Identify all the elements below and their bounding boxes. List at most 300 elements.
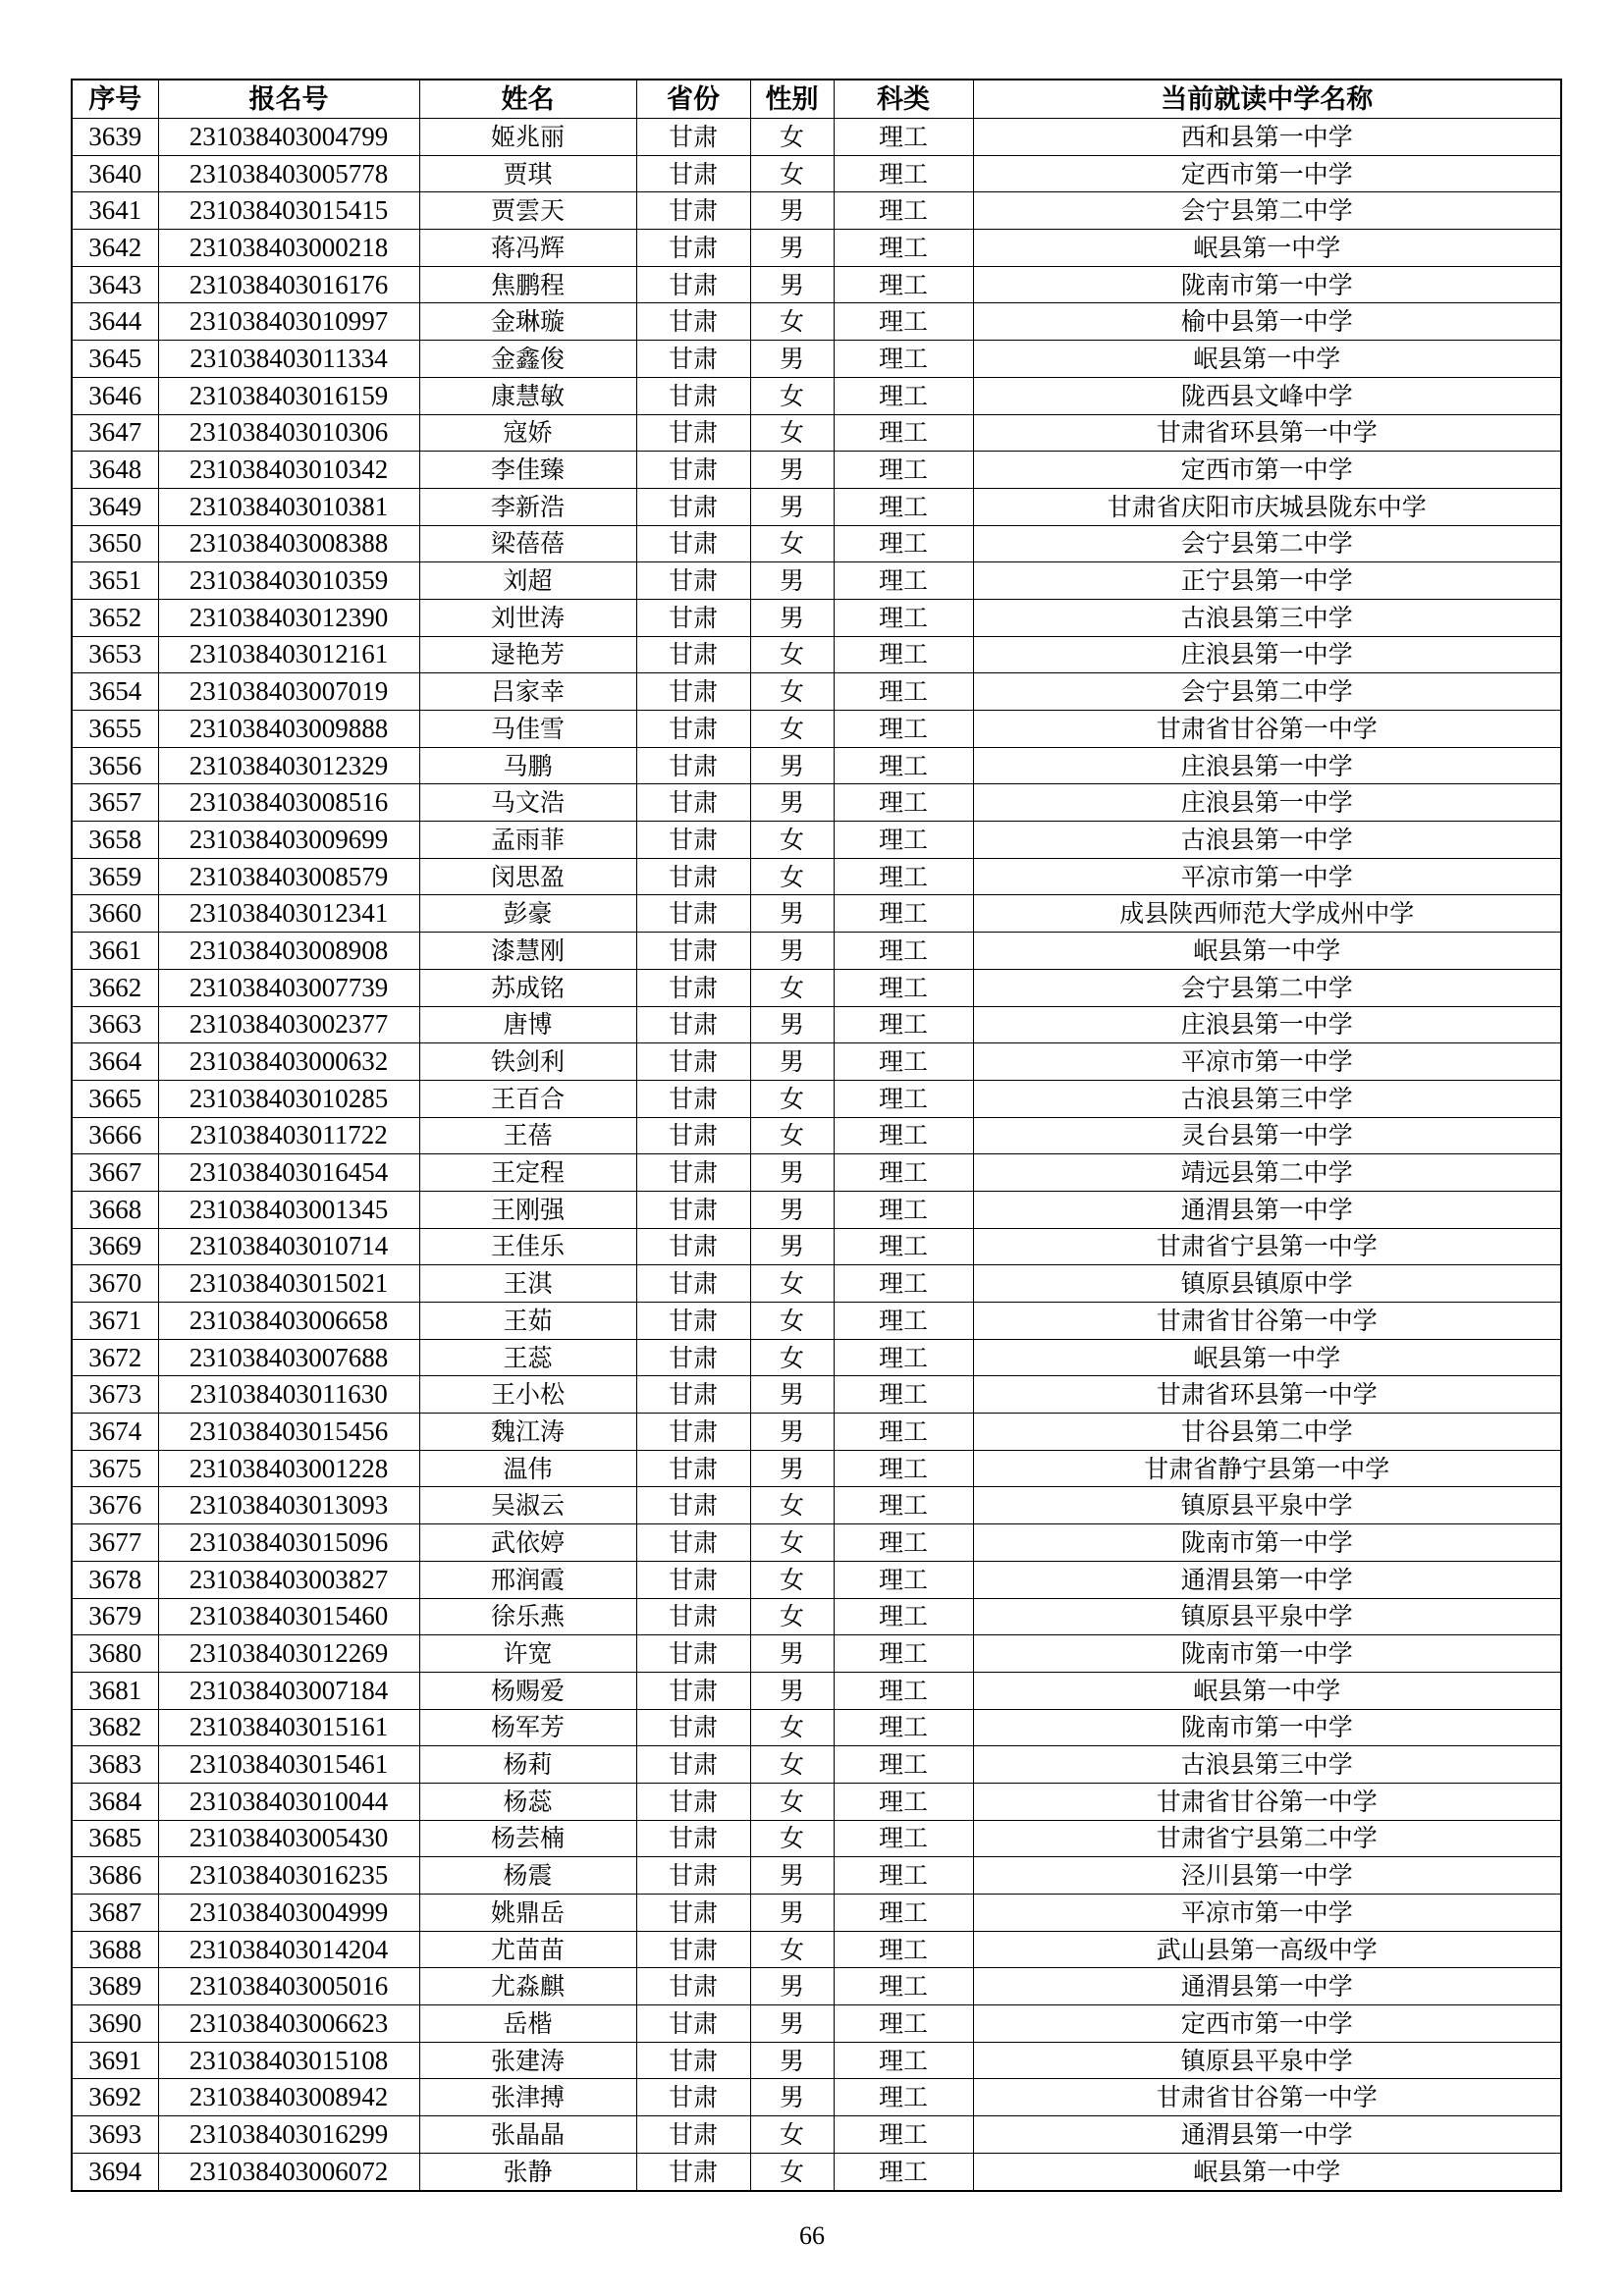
table-row — [72, 747, 1561, 784]
table-row — [72, 1303, 1561, 1340]
province-cell: 甘肃 — [636, 636, 750, 673]
name-cell: 王定程 — [419, 1154, 636, 1192]
school-cell: 会宁县第二中学 — [973, 673, 1561, 711]
school-cell: 会宁县第二中学 — [973, 969, 1561, 1006]
province-cell: 甘肃 — [636, 1524, 750, 1562]
registration-number-cell: 231038403008942 — [158, 2079, 419, 2116]
seq-cell: 3694 — [72, 2153, 158, 2190]
registration-number-cell: 231038403015461 — [158, 1746, 419, 1784]
gender-cell: 女 — [750, 1524, 834, 1562]
subject-cell: 理工 — [834, 1154, 973, 1192]
registration-number-cell: 231038403008908 — [158, 933, 419, 970]
gender-cell: 男 — [750, 266, 834, 303]
seq-cell: 3645 — [72, 341, 158, 378]
name-cell: 王佳乐 — [419, 1228, 636, 1265]
gender-cell: 女 — [750, 673, 834, 711]
gender-cell: 男 — [750, 784, 834, 822]
province-cell: 甘肃 — [636, 969, 750, 1006]
seq-cell: 3660 — [72, 895, 158, 933]
subject-cell: 理工 — [834, 1414, 973, 1451]
name-cell: 焦鹏程 — [419, 266, 636, 303]
table-row — [72, 1598, 1561, 1635]
table-row — [72, 1487, 1561, 1524]
gender-cell: 女 — [750, 1709, 834, 1746]
subject-cell: 理工 — [834, 1672, 973, 1709]
header-subject: 科类 — [834, 80, 973, 119]
registration-number-cell: 231038403009888 — [158, 711, 419, 748]
gender-cell: 女 — [750, 969, 834, 1006]
school-cell: 陇南市第一中学 — [973, 266, 1561, 303]
subject-cell: 理工 — [834, 1376, 973, 1414]
name-cell: 王小松 — [419, 1376, 636, 1414]
name-cell: 唐博 — [419, 1006, 636, 1043]
name-cell: 武依婷 — [419, 1524, 636, 1562]
province-cell: 甘肃 — [636, 452, 750, 489]
registration-number-cell: 231038403004799 — [158, 119, 419, 156]
province-cell: 甘肃 — [636, 1931, 750, 1968]
subject-cell: 理工 — [834, 784, 973, 822]
seq-cell: 3674 — [72, 1414, 158, 1451]
registration-number-cell: 231038403006623 — [158, 2005, 419, 2043]
registration-number-cell: 231038403007019 — [158, 673, 419, 711]
gender-cell: 女 — [750, 377, 834, 414]
school-cell: 定西市第一中学 — [973, 2005, 1561, 2043]
name-cell: 贾琪 — [419, 155, 636, 192]
table-row — [72, 303, 1561, 341]
subject-cell: 理工 — [834, 119, 973, 156]
subject-cell: 理工 — [834, 1895, 973, 1932]
school-cell: 庄浪县第一中学 — [973, 784, 1561, 822]
province-cell: 甘肃 — [636, 1746, 750, 1784]
gender-cell: 男 — [750, 230, 834, 267]
table-row — [72, 230, 1561, 267]
subject-cell: 理工 — [834, 1561, 973, 1598]
gender-cell: 女 — [750, 414, 834, 452]
registration-number-cell: 231038403015108 — [158, 2042, 419, 2079]
subject-cell: 理工 — [834, 711, 973, 748]
table-row — [72, 1672, 1561, 1709]
gender-cell: 女 — [750, 711, 834, 748]
subject-cell: 理工 — [834, 1820, 973, 1857]
school-cell: 镇原县平泉中学 — [973, 1598, 1561, 1635]
province-cell: 甘肃 — [636, 2153, 750, 2190]
province-cell: 甘肃 — [636, 1303, 750, 1340]
seq-cell: 3682 — [72, 1709, 158, 1746]
school-cell: 庄浪县第一中学 — [973, 747, 1561, 784]
seq-cell: 3647 — [72, 414, 158, 452]
name-cell: 尤淼麒 — [419, 1968, 636, 2005]
registration-number-cell: 231038403016454 — [158, 1154, 419, 1192]
table-row — [72, 1968, 1561, 2005]
province-cell: 甘肃 — [636, 1968, 750, 2005]
province-cell: 甘肃 — [636, 1450, 750, 1487]
table-row — [72, 673, 1561, 711]
gender-cell: 女 — [750, 2153, 834, 2190]
school-cell: 通渭县第一中学 — [973, 1561, 1561, 1598]
school-cell: 镇原县平泉中学 — [973, 1487, 1561, 1524]
subject-cell: 理工 — [834, 1783, 973, 1820]
province-cell: 甘肃 — [636, 1895, 750, 1932]
name-cell: 铁剑利 — [419, 1043, 636, 1081]
table-row — [72, 1450, 1561, 1487]
school-cell: 古浪县第三中学 — [973, 599, 1561, 636]
province-cell: 甘肃 — [636, 155, 750, 192]
school-cell: 甘肃省甘谷第一中学 — [973, 2079, 1561, 2116]
province-cell: 甘肃 — [636, 1820, 750, 1857]
header-name: 姓名 — [419, 80, 636, 119]
seq-cell: 3639 — [72, 119, 158, 156]
seq-cell: 3649 — [72, 488, 158, 525]
gender-cell: 女 — [750, 2116, 834, 2154]
gender-cell: 男 — [750, 562, 834, 600]
subject-cell: 理工 — [834, 192, 973, 230]
seq-cell: 3646 — [72, 377, 158, 414]
gender-cell: 男 — [750, 1857, 834, 1895]
subject-cell: 理工 — [834, 230, 973, 267]
table-row — [72, 2079, 1561, 2116]
province-cell: 甘肃 — [636, 414, 750, 452]
table-row — [72, 1117, 1561, 1154]
province-cell: 甘肃 — [636, 377, 750, 414]
subject-cell: 理工 — [834, 1524, 973, 1562]
province-cell: 甘肃 — [636, 230, 750, 267]
name-cell: 姬兆丽 — [419, 119, 636, 156]
name-cell: 魏江涛 — [419, 1414, 636, 1451]
school-cell: 古浪县第三中学 — [973, 1746, 1561, 1784]
table-row — [72, 1043, 1561, 1081]
table-row — [72, 562, 1561, 600]
header-seq: 序号 — [72, 80, 158, 119]
province-cell: 甘肃 — [636, 933, 750, 970]
gender-cell: 男 — [750, 1968, 834, 2005]
school-cell: 通渭县第一中学 — [973, 1968, 1561, 2005]
province-cell: 甘肃 — [636, 599, 750, 636]
table-row — [72, 1080, 1561, 1117]
registration-number-cell: 231038403000218 — [158, 230, 419, 267]
name-cell: 杨震 — [419, 1857, 636, 1895]
table-row — [72, 1524, 1561, 1562]
school-cell: 会宁县第二中学 — [973, 525, 1561, 562]
gender-cell: 女 — [750, 1339, 834, 1376]
gender-cell: 女 — [750, 119, 834, 156]
province-cell: 甘肃 — [636, 1561, 750, 1598]
province-cell: 甘肃 — [636, 858, 750, 895]
registration-number-cell: 231038403004999 — [158, 1895, 419, 1932]
table-row — [72, 858, 1561, 895]
name-cell: 闵思盈 — [419, 858, 636, 895]
gender-cell: 男 — [750, 1450, 834, 1487]
gender-cell: 男 — [750, 341, 834, 378]
school-cell: 岷县第一中学 — [973, 230, 1561, 267]
name-cell: 马文浩 — [419, 784, 636, 822]
name-cell: 岳楷 — [419, 2005, 636, 2043]
gender-cell: 男 — [750, 933, 834, 970]
school-cell: 镇原县平泉中学 — [973, 2042, 1561, 2079]
registration-number-cell: 231038403007739 — [158, 969, 419, 1006]
school-cell: 定西市第一中学 — [973, 452, 1561, 489]
province-cell: 甘肃 — [636, 525, 750, 562]
subject-cell: 理工 — [834, 1857, 973, 1895]
registration-number-cell: 231038403010714 — [158, 1228, 419, 1265]
name-cell: 李新浩 — [419, 488, 636, 525]
registration-number-cell: 231038403005430 — [158, 1820, 419, 1857]
table-row — [72, 1783, 1561, 1820]
subject-cell: 理工 — [834, 858, 973, 895]
seq-cell: 3693 — [72, 2116, 158, 2154]
header-school: 当前就读中学名称 — [973, 80, 1561, 119]
seq-cell: 3659 — [72, 858, 158, 895]
province-cell: 甘肃 — [636, 711, 750, 748]
table-row — [72, 1635, 1561, 1673]
seq-cell: 3683 — [72, 1746, 158, 1784]
gender-cell: 女 — [750, 1561, 834, 1598]
registration-number-cell: 231038403015096 — [158, 1524, 419, 1562]
school-cell: 甘肃省甘谷第一中学 — [973, 1783, 1561, 1820]
subject-cell: 理工 — [834, 377, 973, 414]
registration-number-cell: 231038403015161 — [158, 1709, 419, 1746]
name-cell: 徐乐燕 — [419, 1598, 636, 1635]
registration-number-cell: 231038403012269 — [158, 1635, 419, 1673]
registration-number-cell: 231038403016299 — [158, 2116, 419, 2154]
name-cell: 杨莉 — [419, 1746, 636, 1784]
subject-cell: 理工 — [834, 933, 973, 970]
province-cell: 甘肃 — [636, 192, 750, 230]
gender-cell: 男 — [750, 2005, 834, 2043]
subject-cell: 理工 — [834, 673, 973, 711]
table-row — [72, 488, 1561, 525]
registration-number-cell: 231038403013093 — [158, 1487, 419, 1524]
registration-number-cell: 231038403008516 — [158, 784, 419, 822]
gender-cell: 女 — [750, 155, 834, 192]
gender-cell: 男 — [750, 452, 834, 489]
registration-number-cell: 231038403003827 — [158, 1561, 419, 1598]
subject-cell: 理工 — [834, 1635, 973, 1673]
gender-cell: 男 — [750, 747, 834, 784]
table-row — [72, 414, 1561, 452]
subject-cell: 理工 — [834, 1968, 973, 2005]
school-cell: 平凉市第一中学 — [973, 858, 1561, 895]
subject-cell: 理工 — [834, 562, 973, 600]
name-cell: 蒋冯辉 — [419, 230, 636, 267]
school-cell: 古浪县第一中学 — [973, 822, 1561, 859]
gender-cell: 女 — [750, 822, 834, 859]
province-cell: 甘肃 — [636, 2042, 750, 2079]
province-cell: 甘肃 — [636, 1006, 750, 1043]
table-row — [72, 599, 1561, 636]
subject-cell: 理工 — [834, 1339, 973, 1376]
subject-cell: 理工 — [834, 895, 973, 933]
gender-cell: 男 — [750, 1043, 834, 1081]
table-body — [72, 119, 1561, 2191]
name-cell: 张建涛 — [419, 2042, 636, 2079]
table-row — [72, 119, 1561, 156]
school-cell: 岷县第一中学 — [973, 2153, 1561, 2190]
subject-cell: 理工 — [834, 2153, 973, 2190]
seq-cell: 3668 — [72, 1191, 158, 1228]
table-row — [72, 155, 1561, 192]
name-cell: 王蓓 — [419, 1117, 636, 1154]
name-cell: 温伟 — [419, 1450, 636, 1487]
school-cell: 甘肃省宁县第一中学 — [973, 1228, 1561, 1265]
gender-cell: 男 — [750, 192, 834, 230]
name-cell: 吴淑云 — [419, 1487, 636, 1524]
registration-number-cell: 231038403006072 — [158, 2153, 419, 2190]
gender-cell: 女 — [750, 1303, 834, 1340]
subject-cell: 理工 — [834, 452, 973, 489]
school-cell: 通渭县第一中学 — [973, 1191, 1561, 1228]
province-cell: 甘肃 — [636, 1265, 750, 1303]
school-cell: 古浪县第三中学 — [973, 1080, 1561, 1117]
subject-cell: 理工 — [834, 1931, 973, 1968]
name-cell: 康慧敏 — [419, 377, 636, 414]
subject-cell: 理工 — [834, 155, 973, 192]
subject-cell: 理工 — [834, 1191, 973, 1228]
table-row — [72, 1154, 1561, 1192]
registration-number-cell: 231038403016176 — [158, 266, 419, 303]
table-row — [72, 711, 1561, 748]
name-cell: 张津搏 — [419, 2079, 636, 2116]
province-cell: 甘肃 — [636, 303, 750, 341]
registration-number-cell: 231038403001345 — [158, 1191, 419, 1228]
seq-cell: 3644 — [72, 303, 158, 341]
province-cell: 甘肃 — [636, 1487, 750, 1524]
gender-cell: 女 — [750, 1487, 834, 1524]
registration-number-cell: 231038403012161 — [158, 636, 419, 673]
gender-cell: 女 — [750, 1931, 834, 1968]
name-cell: 杨赐爱 — [419, 1672, 636, 1709]
gender-cell: 女 — [750, 1265, 834, 1303]
name-cell: 孟雨菲 — [419, 822, 636, 859]
seq-cell: 3664 — [72, 1043, 158, 1081]
gender-cell: 男 — [750, 599, 834, 636]
table-row — [72, 1339, 1561, 1376]
seq-cell: 3672 — [72, 1339, 158, 1376]
subject-cell: 理工 — [834, 488, 973, 525]
subject-cell: 理工 — [834, 266, 973, 303]
registration-number-cell: 231038403014204 — [158, 1931, 419, 1968]
province-cell: 甘肃 — [636, 1635, 750, 1673]
province-cell: 甘肃 — [636, 488, 750, 525]
school-cell: 甘肃省环县第一中学 — [973, 414, 1561, 452]
seq-cell: 3688 — [72, 1931, 158, 1968]
school-cell: 甘谷县第二中学 — [973, 1414, 1561, 1451]
seq-cell: 3653 — [72, 636, 158, 673]
table-row — [72, 1265, 1561, 1303]
school-cell: 武山县第一高级中学 — [973, 1931, 1561, 1968]
subject-cell: 理工 — [834, 1080, 973, 1117]
province-cell: 甘肃 — [636, 2116, 750, 2154]
province-cell: 甘肃 — [636, 822, 750, 859]
province-cell: 甘肃 — [636, 747, 750, 784]
province-cell: 甘肃 — [636, 266, 750, 303]
subject-cell: 理工 — [834, 636, 973, 673]
province-cell: 甘肃 — [636, 2005, 750, 2043]
seq-cell: 3665 — [72, 1080, 158, 1117]
gender-cell: 女 — [750, 303, 834, 341]
school-cell: 甘肃省甘谷第一中学 — [973, 1303, 1561, 1340]
school-cell: 西和县第一中学 — [973, 119, 1561, 156]
gender-cell: 男 — [750, 1414, 834, 1451]
registration-number-cell: 231038403015456 — [158, 1414, 419, 1451]
gender-cell: 女 — [750, 525, 834, 562]
school-cell: 甘肃省静宁县第一中学 — [973, 1450, 1561, 1487]
seq-cell: 3657 — [72, 784, 158, 822]
subject-cell: 理工 — [834, 1746, 973, 1784]
table-row — [72, 192, 1561, 230]
name-cell: 王淇 — [419, 1265, 636, 1303]
province-cell: 甘肃 — [636, 1376, 750, 1414]
province-cell: 甘肃 — [636, 895, 750, 933]
table-row — [72, 266, 1561, 303]
seq-cell: 3648 — [72, 452, 158, 489]
province-cell: 甘肃 — [636, 1191, 750, 1228]
gender-cell: 男 — [750, 1154, 834, 1192]
name-cell: 马鹏 — [419, 747, 636, 784]
registration-number-cell: 231038403011722 — [158, 1117, 419, 1154]
school-cell: 定西市第一中学 — [973, 155, 1561, 192]
gender-cell: 女 — [750, 1117, 834, 1154]
school-cell: 庄浪县第一中学 — [973, 1006, 1561, 1043]
name-cell: 尤苗苗 — [419, 1931, 636, 1968]
registration-number-cell: 231038403010306 — [158, 414, 419, 452]
school-cell: 灵台县第一中学 — [973, 1117, 1561, 1154]
registration-number-cell: 231038403007184 — [158, 1672, 419, 1709]
province-cell: 甘肃 — [636, 562, 750, 600]
subject-cell: 理工 — [834, 1117, 973, 1154]
gender-cell: 女 — [750, 1598, 834, 1635]
seq-cell: 3652 — [72, 599, 158, 636]
table-row — [72, 636, 1561, 673]
registration-number-cell: 231038403005016 — [158, 1968, 419, 2005]
name-cell: 漆慧刚 — [419, 933, 636, 970]
school-cell: 陇南市第一中学 — [973, 1709, 1561, 1746]
subject-cell: 理工 — [834, 2005, 973, 2043]
seq-cell: 3642 — [72, 230, 158, 267]
seq-cell: 3658 — [72, 822, 158, 859]
name-cell: 张晶晶 — [419, 2116, 636, 2154]
table-row — [72, 377, 1561, 414]
province-cell: 甘肃 — [636, 1672, 750, 1709]
seq-cell: 3687 — [72, 1895, 158, 1932]
school-cell: 岷县第一中学 — [973, 341, 1561, 378]
page-number: 66 — [799, 2221, 825, 2250]
seq-cell: 3663 — [72, 1006, 158, 1043]
registration-number-cell: 231038403012329 — [158, 747, 419, 784]
name-cell: 刘超 — [419, 562, 636, 600]
registration-number-cell: 231038403005778 — [158, 155, 419, 192]
seq-cell: 3677 — [72, 1524, 158, 1562]
seq-cell: 3676 — [72, 1487, 158, 1524]
school-cell: 岷县第一中学 — [973, 1339, 1561, 1376]
gender-cell: 女 — [750, 1746, 834, 1784]
province-cell: 甘肃 — [636, 673, 750, 711]
table-row — [72, 1414, 1561, 1451]
subject-cell: 理工 — [834, 1450, 973, 1487]
school-cell: 通渭县第一中学 — [973, 2116, 1561, 2154]
seq-cell: 3669 — [72, 1228, 158, 1265]
province-cell: 甘肃 — [636, 1339, 750, 1376]
registration-number-cell: 231038403015021 — [158, 1265, 419, 1303]
header-province: 省份 — [636, 80, 750, 119]
gender-cell: 男 — [750, 1376, 834, 1414]
registration-number-cell: 231038403008579 — [158, 858, 419, 895]
seq-cell: 3671 — [72, 1303, 158, 1340]
registration-number-cell: 231038403010285 — [158, 1080, 419, 1117]
table-row — [72, 1376, 1561, 1414]
name-cell: 贾雲天 — [419, 192, 636, 230]
registration-number-cell: 231038403009699 — [158, 822, 419, 859]
seq-cell: 3662 — [72, 969, 158, 1006]
